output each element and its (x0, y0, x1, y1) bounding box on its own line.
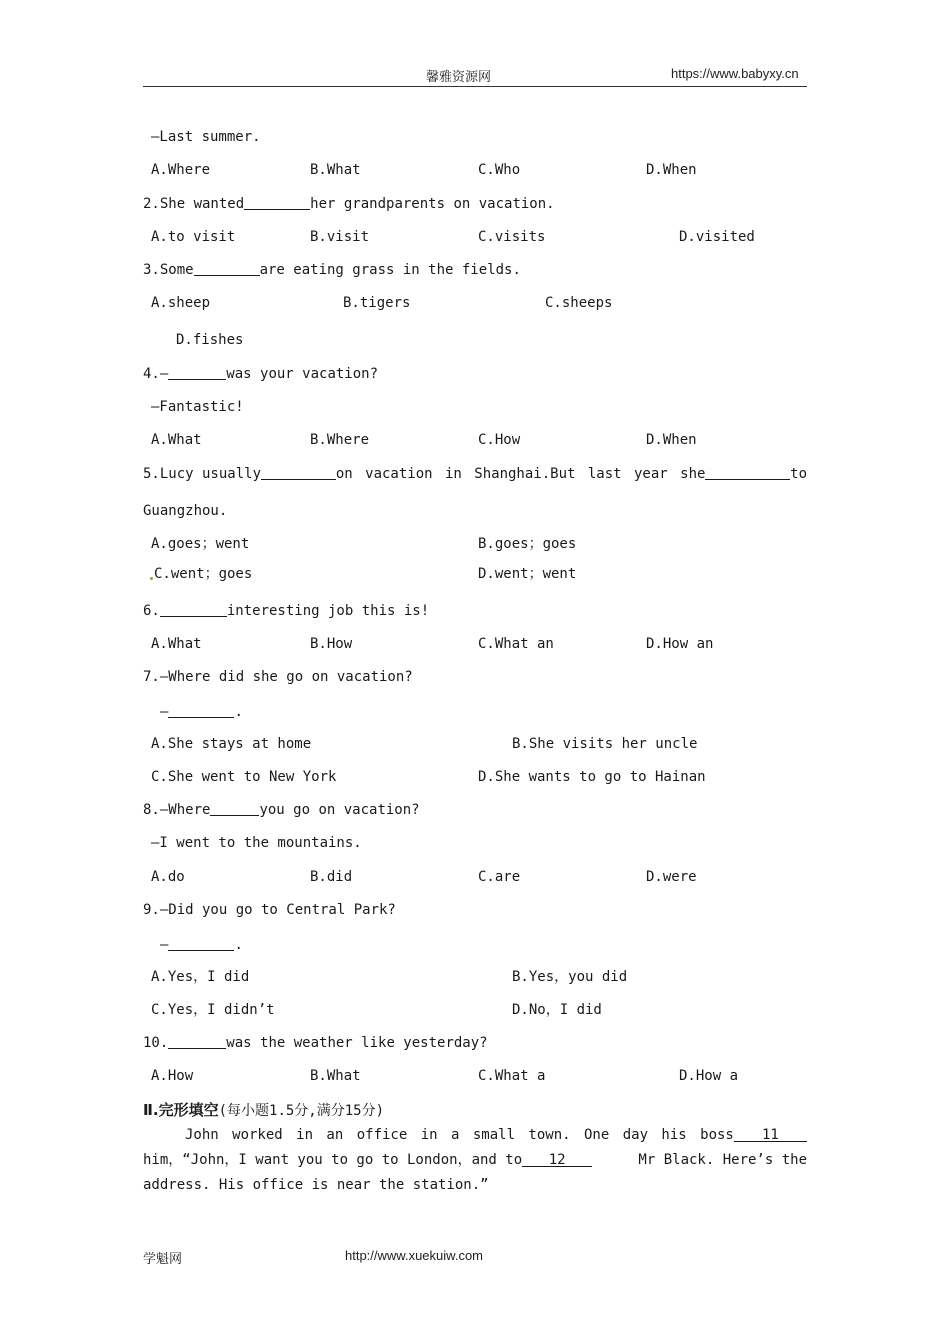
q2-stem (143, 195, 555, 213)
q8-stem-post: you go on vacation? (259, 802, 420, 818)
header-site-url[interactable]: https://www.babyxy.cn (671, 66, 799, 81)
q4-blank (168, 365, 226, 380)
q5-stem-line2: Guangzhou. (143, 503, 228, 519)
q1-option-a: A.Where (151, 162, 211, 178)
q6-option-c: C.What an (478, 636, 554, 652)
q7-answer-line (160, 703, 243, 721)
section2-line3: address. His office is near the station.” (143, 1177, 489, 1193)
stray-dot (150, 577, 153, 580)
section2-line1 (143, 1126, 807, 1144)
q6-stem (143, 602, 429, 620)
q2-option-c: C.visits (478, 229, 546, 245)
q6-option-d: D.How an (646, 636, 714, 652)
q10-stem-post: was the weather like yesterday? (226, 1035, 488, 1051)
q5-blank-1 (261, 465, 336, 480)
q8-option-d: D.were (646, 869, 697, 885)
q7-answer-post: . (234, 704, 243, 720)
section2-line2-post: Mr Black. Here’s the (638, 1152, 807, 1168)
q5-option-b: B.goes；goes (478, 536, 577, 552)
section2-line2-text: him，“John，I want you to go to London，and to (143, 1152, 523, 1168)
q7-option-d: D.She wants to go to Hainan (478, 769, 706, 785)
blank-12: 12 (522, 1151, 592, 1167)
q9-option-a: A.Yes，I did (151, 969, 250, 985)
section2-heading (143, 1101, 384, 1120)
q6-option-a: A.What (151, 636, 202, 652)
footer-site-name: 学魁网 (143, 1251, 183, 1266)
section2-line2 (143, 1151, 807, 1169)
header-site-name: 馨雅资源网 (426, 69, 492, 84)
q1-option-b: B.What (310, 162, 361, 178)
q7-stem: 7.—Where did she go on vacation? (143, 669, 413, 685)
q4-option-a: A.What (151, 432, 202, 448)
q2-stem-post: her grandparents on vacation. (310, 196, 555, 212)
q9-answer-pre: — (160, 937, 169, 953)
q5-option-d: D.went；went (478, 566, 577, 582)
q5-option-c: C.went；goes (154, 566, 253, 582)
q3-blank (194, 261, 260, 276)
q10-stem-pre: 10. (143, 1035, 169, 1051)
q7-option-c: C.She went to New York (151, 769, 337, 785)
q7-blank (168, 703, 234, 718)
q4-stem-pre: 4.— (143, 366, 169, 382)
q4-option-d: D.When (646, 432, 697, 448)
section2-score-note: (每小题1.5分,满分15分) (218, 1103, 385, 1119)
q5-stem-mid: on vacation in Shanghai.But last year she (335, 466, 706, 482)
q1-option-c: C.Who (478, 162, 521, 178)
q4-stem (143, 365, 378, 383)
q5-blank-2 (705, 465, 790, 480)
q8-blank (210, 801, 259, 816)
footer-url[interactable]: http://www.xuekuiw.com (345, 1248, 483, 1263)
section2-title: Ⅱ.完形填空 (143, 1101, 219, 1119)
q6-stem-post: interesting job this is! (226, 603, 430, 619)
section2-line1-text: John worked in an office in a small town. One day his boss (185, 1127, 734, 1143)
q2-option-b: B.visit (310, 229, 370, 245)
q4-answer-line: —Fantastic! (151, 399, 244, 415)
q10-option-d: D.How a (679, 1068, 739, 1084)
q10-option-b: B.What (310, 1068, 361, 1084)
q2-option-a: A.to visit (151, 229, 236, 245)
q8-answer-line: —I went to the mountains. (151, 835, 362, 851)
q6-option-b: B.How (310, 636, 353, 652)
header-rule (143, 86, 807, 87)
q3-stem-post: are eating grass in the fields. (259, 262, 521, 278)
q9-answer-line (160, 936, 243, 954)
q2-blank (244, 195, 310, 210)
q4-option-c: C.How (478, 432, 521, 448)
q7-option-b: B.She visits her uncle (512, 736, 698, 752)
q9-blank (168, 936, 234, 951)
q3-stem (143, 261, 521, 279)
q2-option-d: D.visited (679, 229, 755, 245)
q5-option-a: A.goes；went (151, 536, 250, 552)
q8-option-b: B.did (310, 869, 353, 885)
q9-stem: 9.—Did you go to Central Park? (143, 902, 396, 918)
q8-option-c: C.are (478, 869, 521, 885)
q10-stem (143, 1034, 488, 1052)
q5-stem-post: to (790, 466, 807, 482)
q9-option-d: D.No，I did (512, 1002, 602, 1018)
q4-option-b: B.Where (310, 432, 370, 448)
q7-answer-pre: — (160, 704, 169, 720)
q6-blank (160, 602, 227, 617)
q6-stem-pre: 6. (143, 603, 160, 619)
blank-11: 11 (734, 1126, 807, 1142)
q9-answer-post: . (234, 937, 243, 953)
q10-option-c: C.What a (478, 1068, 546, 1084)
q3-option-c: C.sheeps (545, 295, 613, 311)
q1-option-d: D.When (646, 162, 697, 178)
q3-option-d: D.fishes (176, 332, 244, 348)
q8-stem-pre: 8.—Where (143, 802, 211, 818)
q9-option-c: C.Yes，I didn’t (151, 1002, 275, 1018)
q3-option-a: A.sheep (151, 295, 211, 311)
q3-stem-pre: 3.Some (143, 262, 194, 278)
q10-blank (168, 1034, 226, 1049)
q10-option-a: A.How (151, 1068, 194, 1084)
q8-option-a: A.do (151, 869, 185, 885)
q8-stem (143, 801, 420, 819)
q9-option-b: B.Yes，you did (512, 969, 628, 985)
q4-stem-post: was your vacation? (226, 366, 379, 382)
q5-stem-pre: 5.Lucy usually (143, 466, 262, 482)
q2-stem-pre: 2.She wanted (143, 196, 245, 212)
q7-option-a: A.She stays at home (151, 736, 312, 752)
q5-stem (143, 465, 807, 483)
q3-option-b: B.tigers (343, 295, 411, 311)
q1-answer-line: —Last summer. (151, 129, 261, 145)
